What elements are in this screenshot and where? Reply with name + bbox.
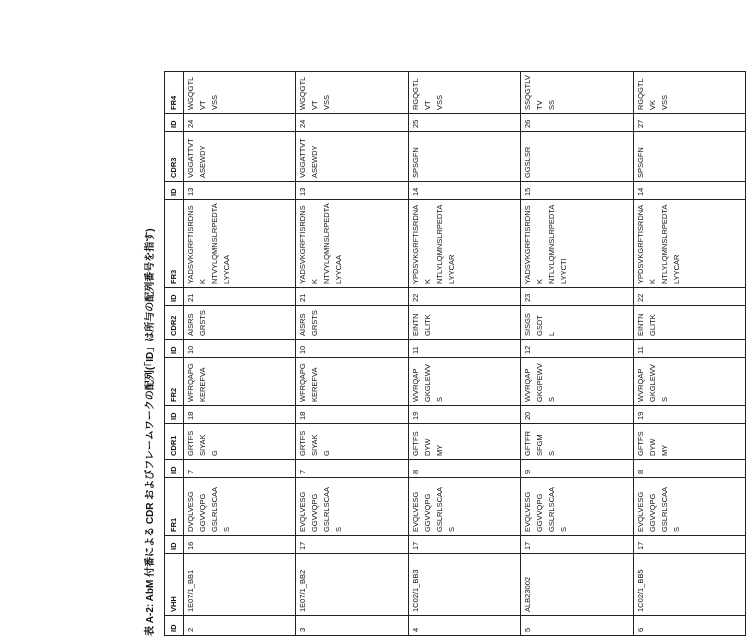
table-cell: EVQLVESG GGVVQPG GSLRLSCAA S (633, 478, 745, 536)
header-cell: ID (165, 460, 184, 478)
table-cell: 10 (184, 340, 296, 358)
table-cell: GRTFS SIYAK G (296, 424, 408, 460)
table-cell: WVRQAP GKGPEWV S (521, 358, 633, 406)
table-cell: 21 (296, 288, 408, 306)
table-cell: YADSVKGRFTISRDNSK NTLYLQMNSLRPEDTA LYYCTI (521, 200, 633, 288)
table-cell: EVQLVESG GGVVQPG GSLRLSCAA S (296, 478, 408, 536)
header-cell: ID (165, 182, 184, 200)
table-cell: 10 (296, 340, 408, 358)
table-cell: EINTN GLITK (408, 306, 520, 340)
table-cell: 7 (296, 460, 408, 478)
table-cell: 1E07/1_BB1 (184, 554, 296, 616)
table-cell: 17 (521, 536, 633, 554)
table-row (408, 72, 520, 636)
table-cell: DVQLVESG GGVVQPG GSLRLSCAA S (184, 478, 296, 536)
table-cell: 27 (633, 114, 745, 132)
table-cell: 17 (633, 536, 745, 554)
table-cell: 16 (184, 536, 296, 554)
table-cell: GFTFR SFGM S (521, 424, 633, 460)
header-cell: FR4 (165, 72, 184, 114)
table-cell: 13 (296, 182, 408, 200)
table-cell: 9 (521, 460, 633, 478)
document-page (0, 0, 640, 640)
table-cell: EINTN GLITK (633, 306, 745, 340)
table-cell: 8 (408, 460, 520, 478)
header-cell: CDR3 (165, 132, 184, 182)
table-cell: 22 (633, 288, 745, 306)
table-cell: WVRQAP GKGLEWV S (633, 358, 745, 406)
table-cell: RGQGTLVK VSS (633, 72, 745, 114)
rotated-table-page (144, 152, 756, 636)
table-cell: GGSLSR (521, 132, 633, 182)
table-cell: 25 (408, 114, 520, 132)
header-cell: ID (165, 340, 184, 358)
table-cell: 11 (408, 340, 520, 358)
table-cell: 14 (408, 182, 520, 200)
table-cell: 22 (408, 288, 520, 306)
table-cell: SPSGFN (408, 132, 520, 182)
table-cell: GFTFS DYW MY (408, 424, 520, 460)
table-cell: WFRQAPG KEREFVA (296, 358, 408, 406)
header-cell: ID (165, 114, 184, 132)
table-cell: SSQGTLVTV SS (521, 72, 633, 114)
table-cell: 17 (408, 536, 520, 554)
table-cell: 18 (184, 406, 296, 424)
table-body (184, 72, 746, 636)
table-cell: GRTFS SIYAK G (184, 424, 296, 460)
table-cell: EVQLVESG GGVVQPG GSLRLSCAA S (521, 478, 633, 536)
table-cell: 17 (296, 536, 408, 554)
table-cell: 19 (633, 406, 745, 424)
table-cell: 1E07/1_BB2 (296, 554, 408, 616)
table-cell: GFTFS DYW MY (633, 424, 745, 460)
header-cell: FR2 (165, 358, 184, 406)
header-cell: VHH (165, 554, 184, 616)
table-cell: 24 (184, 114, 296, 132)
table-cell: 18 (296, 406, 408, 424)
table-caption: 表 A-2: AbM 付番による CDR およびフレームワークの配列(「ID」は所与の配列番号を指す) (144, 152, 158, 636)
table-cell: VGGATTVT ASEWDY (296, 132, 408, 182)
header-cell: ID (165, 288, 184, 306)
header-cell: CDR1 (165, 424, 184, 460)
table-cell: 6 (633, 616, 745, 636)
table-cell: 11 (633, 340, 745, 358)
table-cell: 23 (521, 288, 633, 306)
table-cell: 5 (521, 616, 633, 636)
table-cell: 13 (184, 182, 296, 200)
table-cell: 1C02/1_BB3 (408, 554, 520, 616)
table-cell: 26 (521, 114, 633, 132)
header-cell: CDR2 (165, 306, 184, 340)
table-cell: SPSGFN (633, 132, 745, 182)
table-cell: 24 (296, 114, 408, 132)
sequence-table (164, 71, 746, 636)
table-cell: 20 (521, 406, 633, 424)
table-row (633, 72, 745, 636)
table-cell: YPDSVKGRFTISRDNAK NTLYLQMNSLRPEDTA LYYCAR (408, 200, 520, 288)
table-cell: AISRS GRSTS (184, 306, 296, 340)
table-cell: YADSVKGRFTISRDNSK NTVYLQMNSLRPEDTA LYYCAA (184, 200, 296, 288)
table-cell: 12 (521, 340, 633, 358)
table-row (184, 72, 296, 636)
table-cell: 21 (184, 288, 296, 306)
table-cell: YPDSVKGRFTISRDNAK NTLYLQMNSLRPEDTA LYYCAR (633, 200, 745, 288)
table-cell: SISGS GSDT L (521, 306, 633, 340)
table-cell: 1C02/1_BB5 (633, 554, 745, 616)
table-cell: WVRQAP GKGLEWV S (408, 358, 520, 406)
table-cell: 19 (408, 406, 520, 424)
header-cell: FR3 (165, 200, 184, 288)
header-cell: ID (165, 406, 184, 424)
table-cell: YADSVKGRFTISRDNSK NTVYLQMNSLRPEDTA LYYCAA (296, 200, 408, 288)
table-cell: 3 (296, 616, 408, 636)
table-cell: WGQGTLVT VSS (296, 72, 408, 114)
table-cell: 8 (633, 460, 745, 478)
table-cell: 4 (408, 616, 520, 636)
table-cell: AISRS GRSTS (296, 306, 408, 340)
table-cell: WGQGTLVT VSS (184, 72, 296, 114)
table-cell: WFRQAPG KEREFVA (184, 358, 296, 406)
header-row (165, 72, 184, 636)
table-cell: RGQGTLVT VSS (408, 72, 520, 114)
table-row (296, 72, 408, 636)
table-cell: VGGATTVT ASEWDY (184, 132, 296, 182)
table-cell: 7 (184, 460, 296, 478)
table-cell: 15 (521, 182, 633, 200)
table-cell: EVQLVESG GGVVQPG GSLRLSCAA S (408, 478, 520, 536)
table-cell: ALB23002 (521, 554, 633, 616)
table-row (521, 72, 633, 636)
table-cell: 2 (184, 616, 296, 636)
header-cell: ID (165, 536, 184, 554)
header-cell: ID (165, 616, 184, 636)
header-cell: FR1 (165, 478, 184, 536)
table-cell: 14 (633, 182, 745, 200)
